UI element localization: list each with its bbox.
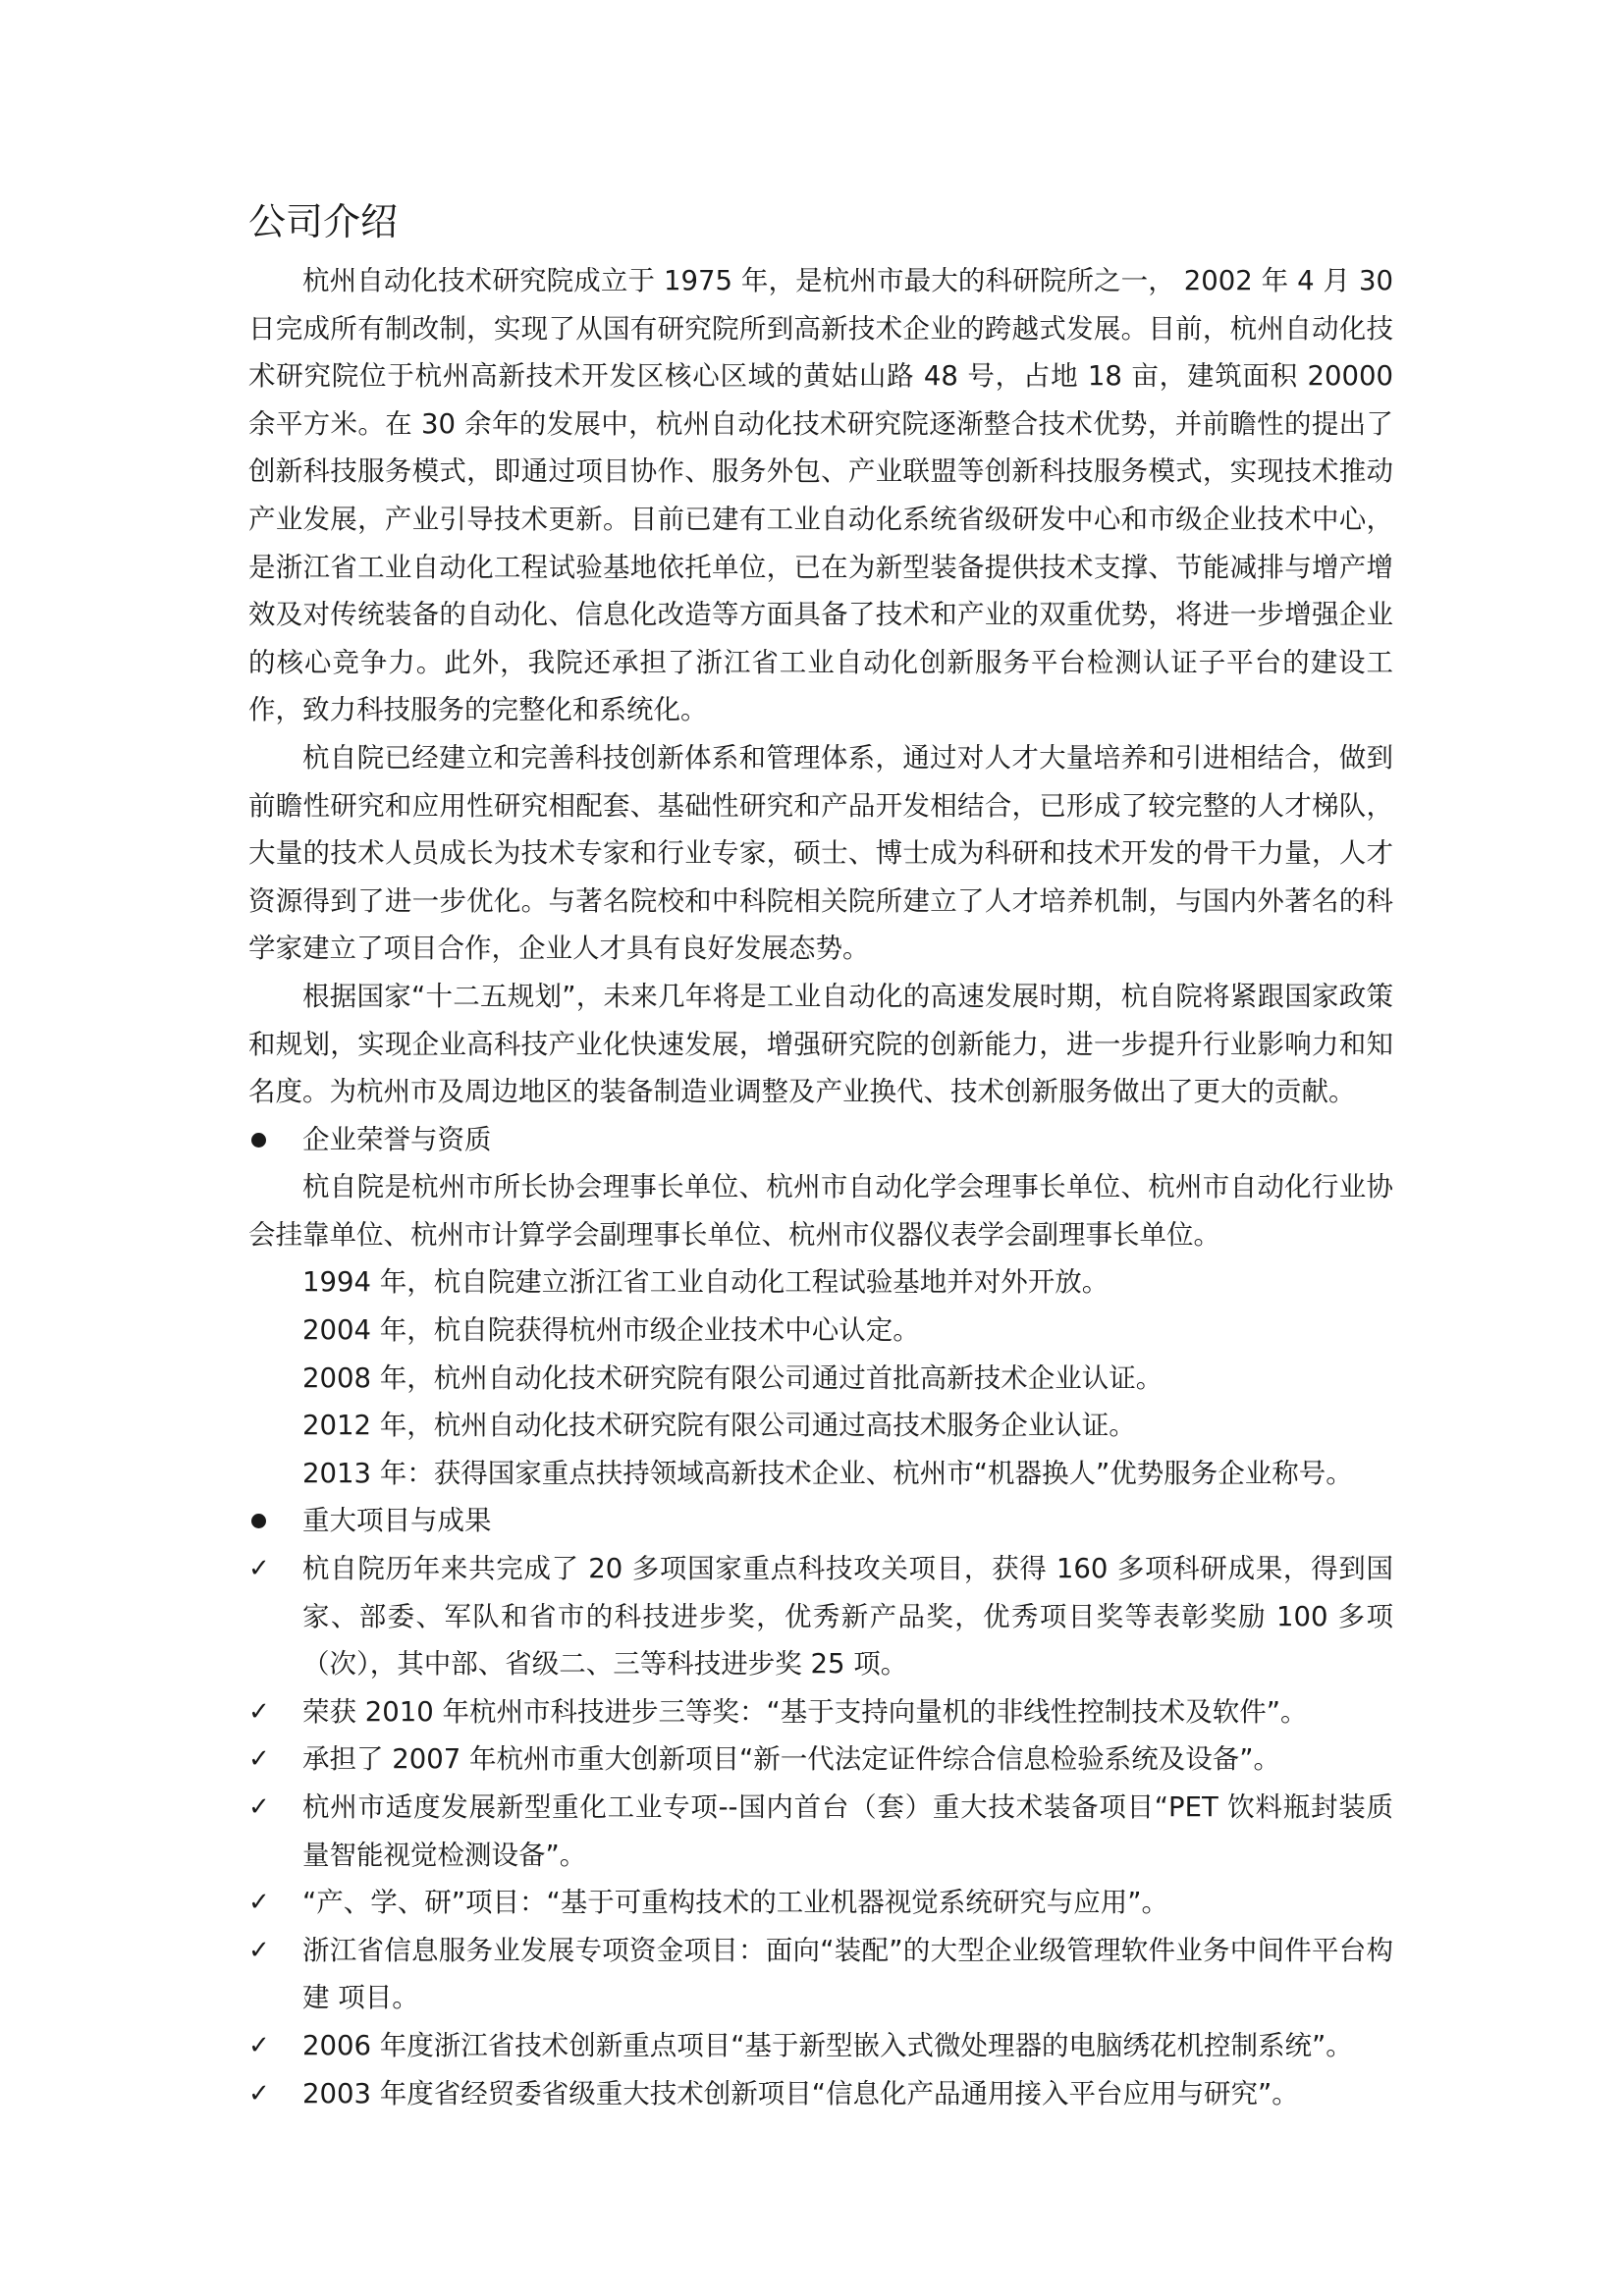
intro-paragraph-2: 杭自院已经建立和完善科技创新体系和管理体系，通过对人才大量培养和引进相结合，做到前瞻性研究和应用性研究相配套、基础性研究和产品开发相结合，已形成了较完整的人才梯队，大量的技术人员成长为技术专家和行业专家，硕士、博士成为科研和技术开发的骨干力量，人才资源得到了进一步优化。与著名院校和中科院相关院所建立了人才培养机制，与国内外著名的科学家建立了项目合作，企业人才具有良好发展态势。 <box>248 741 1393 965</box>
project-item <box>248 2022 1393 2070</box>
project-item-text: 浙江省信息服务业发展专项资金项目：面向“装配”的大型企业级管理软件业务中间件平台构建 项目。 <box>302 1934 1393 2014</box>
projects-heading-row <box>248 1497 1393 1545</box>
project-item <box>248 1927 1393 2022</box>
project-item <box>248 1879 1393 1927</box>
project-item-text: 2006 年度浙江省技术创新重点项目“基于新型嵌入式微处理器的电脑绣花机控制系统”。 <box>302 2029 1353 2061</box>
document-page <box>248 196 1393 2117</box>
bullet-dot-icon <box>251 1133 266 1148</box>
honors-intro: 杭自院是杭州市所长协会理事长单位、杭州市自动化学会理事长单位、杭州市自动化行业协会挂靠单位、杭州市计算学会副理事长单位、杭州市仪器仪表学会副理事长单位。 <box>248 1171 1393 1251</box>
intro-paragraph-1: 杭州自动化技术研究院成立于 1975 年，是杭州市最大的科研院所之一， 2002 年 4 月 30 日完成所有制改制，实现了从国有研究院所到高新技术企业的跨越式发展。目前，杭州自动化技术研究院位于杭州高新技术开发区核心区域的黄姑山路 48 号，占地 18 亩，建筑面积 20000 余平方米。在 30 余年的发展中，杭州自动化技术研究院逐渐整合技术优势，并前瞻性的提出了创新科技服务模式，即通过项目协作、服务外包、产业联盟等创新科技服务模式，实现技术推动产业发展，产业引导技术更新。目前已建有工业自动化系统省级研发中心和市级企业技术中心，是浙江省工业自动化工程试验基地依托单位，已在为新型装备提供技术支撑、节能减排与增产增效及对传统装备的自动化、信息化改造等方面具备了技术和产业的双重优势，将进一步增强企业的核心竞争力。此外，我院还承担了浙江省工业自动化创新服务平台检测认证子平台的建设工作，致力科技服务的完整化和系统化。 <box>248 265 1393 726</box>
honors-heading: 企业荣誉与资质 <box>302 1123 492 1155</box>
intro-paragraph-3: 根据国家“十二五规划”，未来几年将是工业自动化的高速发展时期，杭自院将紧跟国家政策和规划，实现企业高科技产业化快速发展，增强研究院的创新能力，进一步提升行业影响力和知名度。为杭州市及周边地区的装备制造业调整及产业换代、技术创新服务做出了更大的贡献。 <box>248 980 1393 1108</box>
project-item-text: 杭自院历年来共完成了 20 多项国家重点科技攻关项目，获得 160 多项科研成果，得到国家、部委、军队和省市的科技进步奖，优秀新产品奖，优秀项目奖等表彰奖励 100 多项（次），其中部、省级二、三等科技进步奖 25 项。 <box>302 1553 1393 1681</box>
checkmark-icon: ✓ <box>248 1744 270 1775</box>
project-item-text: 荣获 2010 年杭州市科技进步三等奖：“基于支持向量机的非线性控制技术及软件”。 <box>302 1695 1308 1728</box>
checkmark-icon: ✓ <box>248 1792 270 1822</box>
project-item-text: 2003 年度省经贸委省级重大技术创新项目“信息化产品通用接入平台应用与研究”。 <box>302 2077 1299 2109</box>
bullet-dot-icon <box>251 1514 266 1528</box>
checkmark-icon: ✓ <box>248 1888 270 1918</box>
project-item-text: 杭州市适度发展新型重化工业专项--国内首台（套）重大技术装备项目“PET 饮料瓶封装质量智能视觉检测设备”。 <box>302 1791 1393 1871</box>
checkmark-icon: ✓ <box>248 2030 270 2060</box>
page-title: 公司介绍 <box>248 200 399 243</box>
checkmark-icon: ✓ <box>248 1554 270 1584</box>
honor-item: 2012 年，杭州自动化技术研究院有限公司通过高技术服务企业认证。 <box>302 1410 1136 1442</box>
honor-item: 1994 年，杭自院建立浙江省工业自动化工程试验基地并对外开放。 <box>302 1266 1110 1299</box>
honor-item: 2004 年，杭自院获得杭州市级企业技术中心认定。 <box>302 1314 920 1347</box>
project-item-text: “产、学、研”项目：“基于可重构技术的工业机器视觉系统研究与应用”。 <box>302 1887 1168 1919</box>
checkmark-icon: ✓ <box>248 2078 270 2109</box>
checkmark-icon: ✓ <box>248 1935 270 1965</box>
project-item <box>248 1688 1393 1736</box>
project-item <box>248 1545 1393 1688</box>
honor-item: 2008 年，杭州自动化技术研究院有限公司通过首批高新技术企业认证。 <box>302 1362 1164 1394</box>
checkmark-icon: ✓ <box>248 1696 270 1727</box>
project-item <box>248 1735 1393 1784</box>
project-item-text: 承担了 2007 年杭州市重大创新项目“新一代法定证件综合信息检验系统及设备”。 <box>302 1743 1280 1776</box>
projects-heading: 重大项目与成果 <box>302 1505 492 1537</box>
project-item <box>248 2070 1393 2118</box>
project-item <box>248 1784 1393 1879</box>
honors-heading-row <box>248 1116 1393 1164</box>
honor-item: 2013 年：获得国家重点扶持领域高新技术企业、杭州市“机器换人”优势服务企业称号。 <box>302 1457 1353 1489</box>
